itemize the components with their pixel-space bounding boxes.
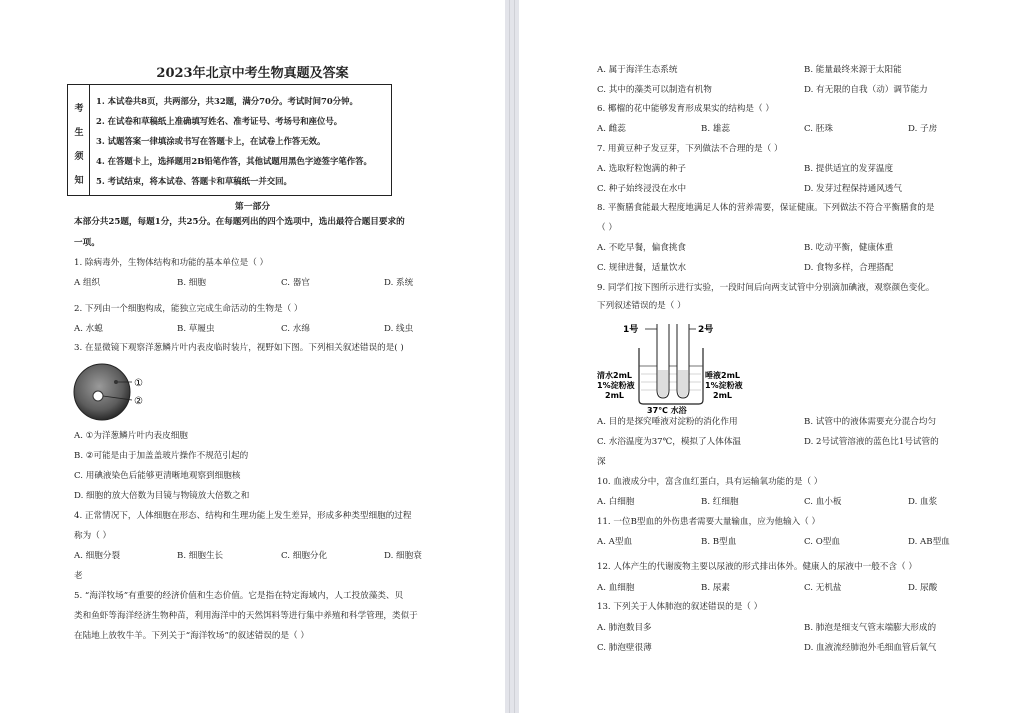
question-5-stem: 5. “海洋牧场”有重要的经济价值和生态价值。它是指在特定海域内，人工投放藻类、贝 bbox=[74, 591, 404, 601]
option-b: B. 能量最终来源于太阳能 bbox=[804, 65, 902, 75]
question-6-stem: 6. 椰榴的花中能够发育形成果实的结构是（ ） bbox=[597, 104, 774, 114]
option-d: D. 血浆 bbox=[908, 497, 938, 507]
option-c: C. 水浴温度为37℃，模拟了人体体温 bbox=[597, 437, 742, 447]
figure-label-1: ① bbox=[134, 378, 143, 389]
option-a: A. 属于海洋生态系统 bbox=[597, 65, 678, 75]
option-a: A. 水螅 bbox=[74, 324, 103, 334]
option-d-cont: 老 bbox=[74, 571, 83, 581]
water-bath-label: 37℃ 水浴 bbox=[647, 406, 687, 414]
document-page-right bbox=[519, 0, 1024, 713]
option-a: A. 目的是探究唾液对淀粉的消化作用 bbox=[597, 417, 738, 427]
section-heading: 第一部分 bbox=[234, 202, 271, 212]
test-tube-experiment-figure bbox=[595, 318, 775, 414]
option-c: C. 用碘液染色后能够更清晰地观察到细胞核 bbox=[74, 471, 241, 481]
option-d: D. 线虫 bbox=[384, 324, 414, 334]
document-page-left bbox=[0, 0, 505, 713]
option-a: A. 白细胞 bbox=[597, 497, 635, 507]
option-c: C. 规律进餐，适量饮水 bbox=[597, 263, 687, 273]
option-d: D. 细胞的放大倍数为目镜与物镜放大倍数之和 bbox=[74, 491, 250, 501]
microscope-view-figure bbox=[72, 362, 162, 424]
question-13-stem: 13. 下列关于人体肺泡的叙述错误的是（ ） bbox=[597, 602, 763, 612]
figure-label-2: ② bbox=[134, 396, 143, 407]
question-3-stem: 3. 在显微镜下观察洋葱鳞片叶内表皮临时装片，视野如下图。下列相关叙述错误的是( ) bbox=[74, 343, 404, 353]
tube-2-label-saliva: 唾液2mL bbox=[705, 371, 740, 380]
option-d: D. 2号试管溶液的蓝色比1号试管的 bbox=[804, 437, 939, 447]
option-a: A. 肺泡数目多 bbox=[597, 623, 652, 633]
option-d-cont: 深 bbox=[597, 457, 606, 467]
option-b: B. 试管中的液体需要充分混合均匀 bbox=[804, 417, 937, 427]
notice-line: 2. 在试卷和草稿纸上准确填写姓名、准考证号、考场号和座位号。 bbox=[96, 116, 343, 126]
option-a: A. A型血 bbox=[597, 537, 633, 547]
option-a: A. 细胞分裂 bbox=[74, 551, 121, 561]
tube-1-label-starch: 1%淀粉液 bbox=[597, 381, 635, 390]
option-b: B. 雄蕊 bbox=[701, 124, 730, 134]
option-a: A. 不吃早餐，偏食挑食 bbox=[597, 243, 687, 253]
option-a: A. 血细胞 bbox=[597, 583, 635, 593]
option-b: B. 提供适宜的发芽温度 bbox=[804, 164, 894, 174]
option-b: B. 肺泡是细支气管末端膨大形成的 bbox=[804, 623, 937, 633]
option-d: D. 发芽过程保持通风透气 bbox=[804, 184, 902, 194]
question-12-stem: 12. 人体产生的代谢废物主要以尿液的形式排出体外。健康人的尿液中一般不含（ ） bbox=[597, 562, 917, 572]
notice-line: 3. 试题答案一律填涂或书写在答题卡上，在试卷上作答无效。 bbox=[96, 136, 326, 146]
question-4-stem-cont: 称为（ ） bbox=[74, 531, 112, 541]
option-b: B. 细胞 bbox=[177, 278, 206, 288]
question-8-stem: 8. 平衡膳食能最大程度地满足人体的营养需要，保证健康。下列做法不符合平衡膳食的是 bbox=[597, 203, 935, 213]
option-d: D. 子房 bbox=[908, 124, 938, 134]
option-c: C. O型血 bbox=[804, 537, 840, 547]
tube-2-label: 2号 bbox=[698, 325, 714, 335]
question-1-stem: 1. 除病毒外，生物体结构和功能的基本单位是（ ） bbox=[74, 258, 269, 268]
option-c: C. 肺泡壁很薄 bbox=[597, 643, 652, 653]
option-c: C. 水绵 bbox=[281, 324, 310, 334]
option-d: D. 食物多样，合理搭配 bbox=[804, 263, 894, 273]
option-b: B. 红细胞 bbox=[701, 497, 739, 507]
notice-line: 4. 在答题卡上，选择题用2B铅笔作答，其他试题用黑色字迹签字笔作答。 bbox=[96, 156, 372, 166]
section-instructions: 本部分共25题，每题1分，共25分。在每题列出的四个选项中，选出最符合题目要求的 bbox=[74, 217, 405, 227]
page-divider bbox=[505, 0, 519, 713]
option-c: C. 种子始终浸没在水中 bbox=[597, 184, 687, 194]
option-d: D. 系统 bbox=[384, 278, 414, 288]
tube-2-label-starch: 1%淀粉液 bbox=[705, 381, 743, 390]
option-c: C. 血小板 bbox=[804, 497, 842, 507]
question-5-stem: 在陆地上放牧牛羊。下列关于“海洋牧场”的叙述错误的是（ ） bbox=[74, 631, 309, 641]
option-c: C. 器官 bbox=[281, 278, 310, 288]
option-c: C. 无机盐 bbox=[804, 583, 842, 593]
tube-1-label-water: 清水2mL bbox=[597, 371, 632, 380]
option-c: C. 细胞分化 bbox=[281, 551, 328, 561]
option-a: A. 选取籽粒饱满的种子 bbox=[597, 164, 687, 174]
option-c: C. 胚珠 bbox=[804, 124, 833, 134]
question-5-stem: 类和鱼虾等海洋经济生物种苗，利用海洋中的天然饵料等进行集中养殖和科学管理，类似于 bbox=[74, 611, 418, 621]
notice-line: 5. 考试结束，将本试卷、答题卡和草稿纸一并交回。 bbox=[96, 176, 292, 186]
tube-2-label-volume: 2mL bbox=[713, 391, 732, 400]
question-7-stem: 7. 用黄豆种子发豆芽，下列做法不合理的是（ ） bbox=[597, 144, 783, 154]
option-d: D. 细胞衰 bbox=[384, 551, 422, 561]
question-4-stem: 4. 正常情况下，人体细胞在形态、结构和生理功能上发生差异，形成多种类型细胞的过程 bbox=[74, 511, 412, 521]
option-a: A 组织 bbox=[74, 278, 101, 288]
option-b: B. 草履虫 bbox=[177, 324, 215, 334]
option-b: B. 细胞生长 bbox=[177, 551, 224, 561]
option-b: B. ②可能是由于加盖盖玻片操作不规范引起的 bbox=[74, 451, 249, 461]
option-b: B. 尿素 bbox=[701, 583, 730, 593]
tube-1-label: 1号 bbox=[623, 325, 639, 335]
document-title: 2023年北京中考生物真题及答案 bbox=[156, 66, 349, 81]
option-d: D. 血液流经肺泡外毛细血管后氧气 bbox=[804, 643, 937, 653]
notice-line: 1. 本试卷共8页，共两部分，共32题，满分70分。考试时间70分钟。 bbox=[96, 96, 358, 106]
option-a: A. 雌蕊 bbox=[597, 124, 626, 134]
option-b: B. B型血 bbox=[701, 537, 737, 547]
notice-side-char: 考 bbox=[74, 104, 84, 114]
option-a: A. ①为洋葱鳞片叶内表皮细胞 bbox=[74, 431, 188, 441]
option-c: C. 其中的藻类可以制造有机物 bbox=[597, 85, 712, 95]
question-9-stem-cont: 下列叙述错误的是（ ） bbox=[597, 301, 686, 311]
question-11-stem: 11. 一位B型血的外伤患者需要大量输血，应为他输入（ ） bbox=[597, 517, 821, 527]
notice-side-char: 须 bbox=[74, 152, 84, 162]
notice-side-char: 知 bbox=[74, 176, 84, 186]
option-d: D. 有无限的自我（动）调节能力 bbox=[804, 85, 928, 95]
notice-side-char: 生 bbox=[74, 128, 84, 138]
question-2-stem: 2. 下列由一个细胞构成，能独立完成生命活动的生物是（ ） bbox=[74, 304, 303, 314]
candidate-notice-box bbox=[67, 84, 392, 196]
question-8-stem-cont: （ ） bbox=[597, 223, 617, 233]
question-9-stem: 9. 同学们按下图所示进行实验，一段时间后向两支试管中分别滴加碘液，观察颜色变化。 bbox=[597, 283, 935, 293]
question-10-stem: 10. 血液成分中，富含血红蛋白，具有运输氧功能的是（ ） bbox=[597, 477, 823, 487]
tube-1-label-volume: 2mL bbox=[605, 391, 624, 400]
section-instructions: 一项。 bbox=[74, 238, 100, 248]
option-d: D. 尿酸 bbox=[908, 583, 938, 593]
option-b: B. 吃动平衡，健康体重 bbox=[804, 243, 894, 253]
notice-side-label bbox=[68, 85, 90, 195]
option-d: D. AB型血 bbox=[908, 537, 950, 547]
